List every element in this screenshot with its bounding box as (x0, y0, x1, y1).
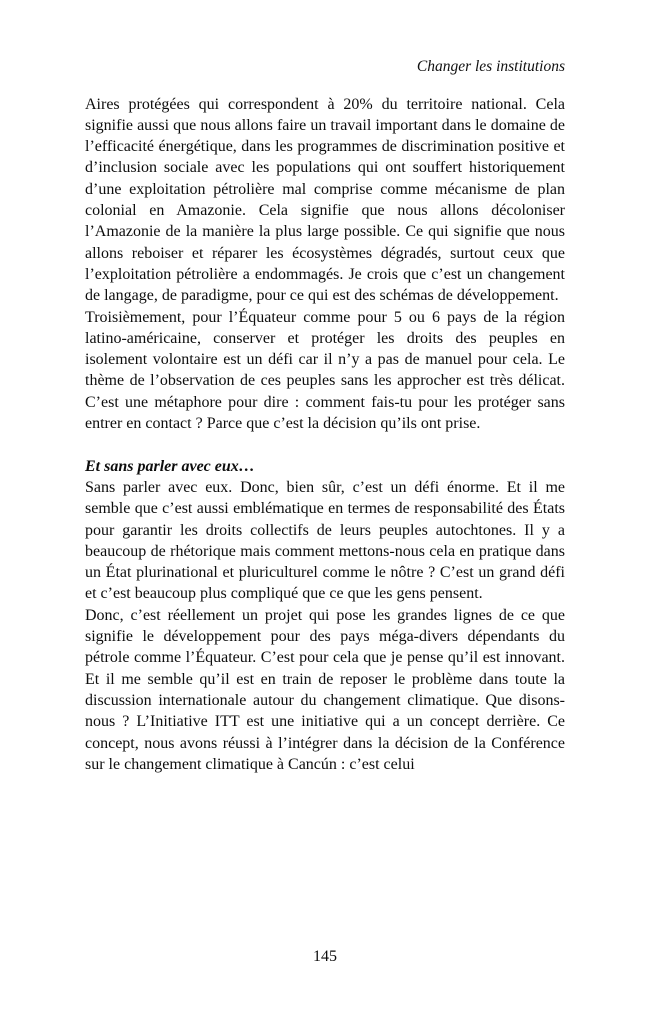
paragraph-3: Sans parler avec eux. Donc, bien sûr, c’est un défi énorme. Et il me semble que c’est aussi emblématique en termes de responsabilité des États pour garantir les droits collectifs de leurs peuples autochtones. Il y a beaucoup de rhétorique mais comment mettons-nous cela en pratique dans un État plurinational et pluriculturel comme le nôtre ? C’est un grand défi et c’est beaucoup plus compliqué que ce que les gens pensent. (85, 478, 565, 603)
paragraph-1: Aires protégées qui correspondent à 20% du territoire national. Cela signifie aussi que nous allons faire un travail important dans le domaine de l’efficacité énergétique, dans les programmes de discrimination positive et d’inclusion sociale avec les populations qui ont souffert historiquement d’une exploitation pétrolière mal comprise comme mécanisme de plan colonial en Amazonie. Cela signifie que nous allons décoloniser l’Amazonie de la manière la plus large possible. Ce qui signifie que nous allons reboiser et réparer les écosystèmes dégradés, surtout ceux que l’exploitation pétrolière a endommagés. Je crois que c’est un changement de langage, de paradigme, pour ce qui est des schémas de développement. (85, 95, 565, 305)
section-subheading: Et sans parler avec eux… (85, 457, 255, 475)
paragraph-2: Troisièmement, pour l’Équateur comme pour 5 ou 6 pays de la région latino-américaine, conserver et protéger les droits des peuples en isolement volontaire est un défi car il n’y a pas de manuel pour cela. Le thème de l’observation de ces peuples sans les approcher est très délicat. C’est une métaphore pour dire : comment fais-tu pour les protéger sans entrer en contact ? Parce que c’est la décision qu’ils ont prise. (85, 308, 565, 433)
page-number: 145 (313, 948, 337, 965)
running-header: Changer les institutions (416, 58, 565, 75)
paragraph-4: Donc, c’est réellement un projet qui pose les grandes lignes de ce que signifie le développement pour des pays méga-divers dépendants du pétrole comme l’Équateur. C’est pour cela que je pense qu’il est innovant. Et il me semble qu’il est en train de reposer le problème dans toute la discussion internationale autour du changement climatique. Que disons-nous ? L’Initiative ITT est une initiative qui a un concept derrière. Ce concept, nous avons réussi à l’intégrer dans la décision de la Conférence sur le changement climatique à Cancún : c’est celui (85, 606, 565, 773)
page-body (85, 94, 565, 776)
